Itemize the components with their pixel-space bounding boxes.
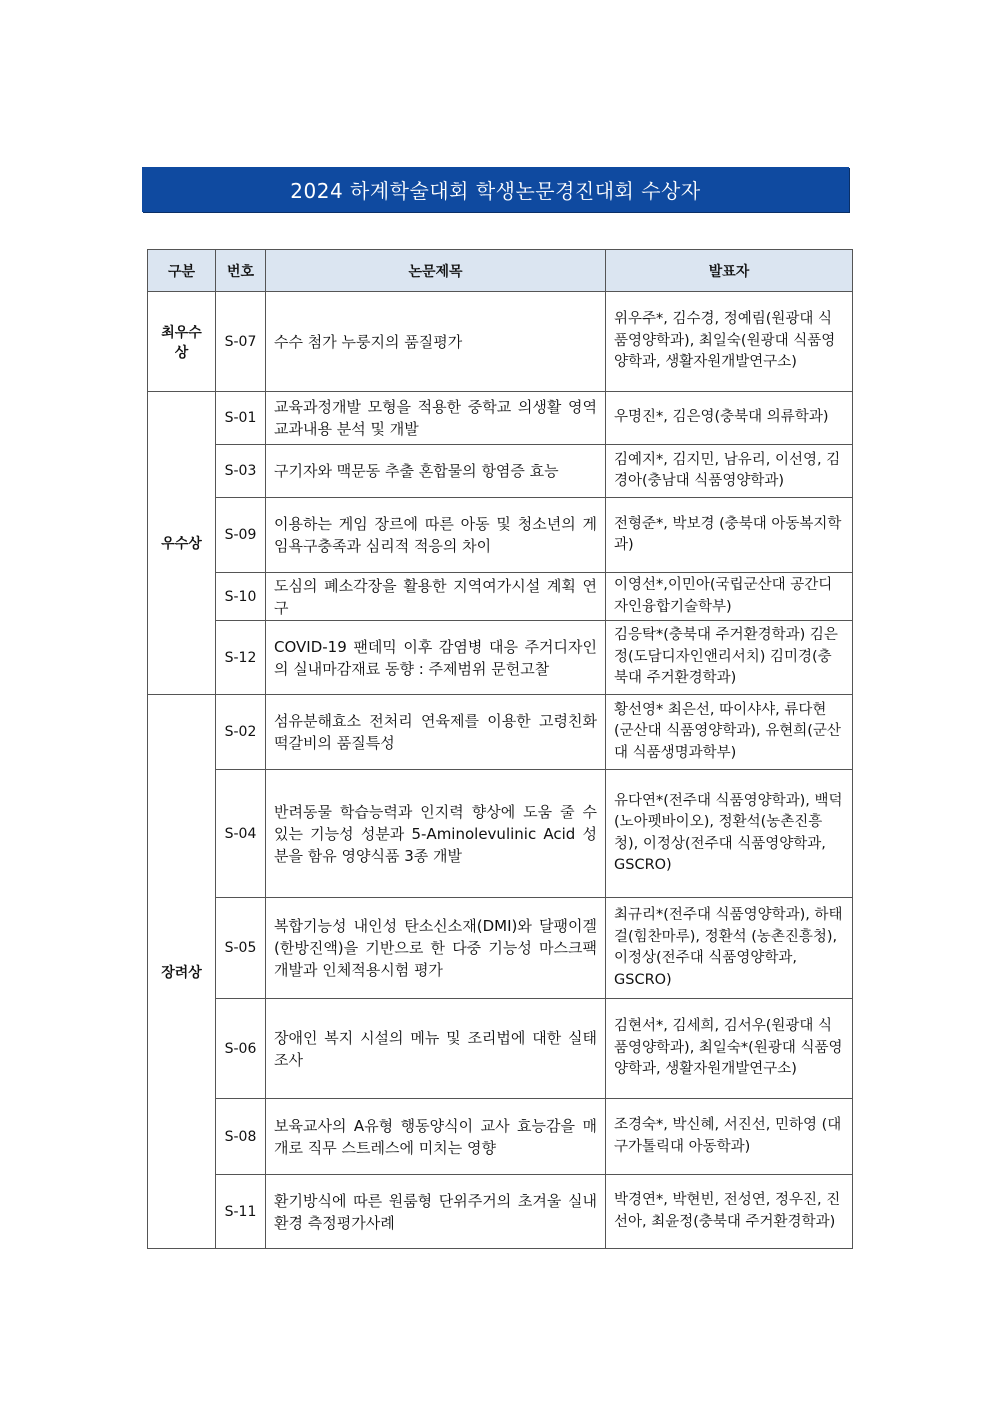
paper-presenter: 유다연*(전주대 식품영양학과), 백덕(노아펫바이오), 정환석(농촌진흥청), 이정상(전주대 식품영양학과, GSCRO) — [606, 770, 853, 898]
table-row — [148, 392, 853, 445]
paper-presenter: 조경숙*, 박신혜, 서진선, 민하영 (대구가톨릭대 아동학과) — [606, 1099, 853, 1175]
table-row — [148, 445, 853, 498]
paper-presenter: 박경연*, 박현빈, 전성연, 정우진, 진선아, 최윤정(충북대 주거환경학과) — [606, 1175, 853, 1249]
table-row — [148, 498, 853, 573]
paper-title: 교육과정개발 모형을 적용한 중학교 의생활 영역 교과내용 분석 및 개발 — [266, 392, 606, 445]
table-row — [148, 621, 853, 695]
paper-number: S-02 — [216, 695, 266, 770]
paper-number: S-12 — [216, 621, 266, 695]
paper-number: S-01 — [216, 392, 266, 445]
paper-title: 반려동물 학습능력과 인지력 향상에 도움 줄 수 있는 기능성 성분과 5-Aminolevulinic Acid 성분을 함유 영양식품 3종 개발 — [266, 770, 606, 898]
paper-title: 구기자와 맥문동 추출 혼합물의 항염증 효능 — [266, 445, 606, 498]
table-row — [148, 999, 853, 1099]
paper-presenter: 이영선*,이민아(국립군산대 공간디자인융합기술학부) — [606, 573, 853, 621]
table-row — [148, 770, 853, 898]
table-row — [148, 898, 853, 999]
paper-title: 환기방식에 따른 원룸형 단위주거의 초겨울 실내환경 측정평가사례 — [266, 1175, 606, 1249]
table-row — [148, 1175, 853, 1249]
paper-title: 보육교사의 A유형 행동양식이 교사 효능감을 매개로 직무 스트레스에 미치는 영향 — [266, 1099, 606, 1175]
paper-title: 섬유분해효소 전처리 연육제를 이용한 고령친화 떡갈비의 품질특성 — [266, 695, 606, 770]
paper-title: 도심의 폐소각장을 활용한 지역여가시설 계획 연구 — [266, 573, 606, 621]
paper-presenter: 김응탁*(충북대 주거환경학과) 김은정(도담디자인앤리서치) 김미경(충북대 주거환경학과) — [606, 621, 853, 695]
table-header-row — [148, 250, 853, 292]
awards-table — [147, 249, 853, 1249]
table-row — [148, 292, 853, 392]
table-row — [148, 573, 853, 621]
paper-title: 복합기능성 내인성 탄소신소재(DMI)와 달팽이겔(한방진액)을 기반으로 한 다중 기능성 마스크팩 개발과 인체적용시험 평가 — [266, 898, 606, 999]
table-row — [148, 695, 853, 770]
page-title: 2024 하계학술대회 학생논문경진대회 수상자 — [290, 179, 701, 203]
paper-number: S-05 — [216, 898, 266, 999]
award-category-excellence: 우수상 — [148, 392, 216, 695]
award-category-grand: 최우수상 — [148, 292, 216, 392]
paper-presenter: 위우주*, 김수경, 정예림(원광대 식품영양학과), 최일숙(원광대 식품영양학과, 생활자원개발연구소) — [606, 292, 853, 392]
paper-number: S-11 — [216, 1175, 266, 1249]
header-number: 번호 — [216, 250, 266, 292]
paper-number: S-07 — [216, 292, 266, 392]
paper-presenter: 최규리*(전주대 식품영양학과), 하태걸(힘찬마루), 정환석 (농촌진흥청), 이정상(전주대 식품영양학과, GSCRO) — [606, 898, 853, 999]
paper-presenter: 황선영* 최은선, 따이샤샤, 류다현(군산대 식품영양학과), 유현희(군산대 식품생명과학부) — [606, 695, 853, 770]
paper-presenter: 전형준*, 박보경 (충북대 아동복지학과) — [606, 498, 853, 573]
paper-title: 장애인 복지 시설의 메뉴 및 조리법에 대한 실태 조사 — [266, 999, 606, 1099]
paper-title: COVID-19 팬데믹 이후 감염병 대응 주거디자인의 실내마감재료 동향 : 주제범위 문헌고찰 — [266, 621, 606, 695]
award-category-encouragement: 장려상 — [148, 695, 216, 1249]
paper-number: S-10 — [216, 573, 266, 621]
paper-presenter: 김예지*, 김지민, 남유리, 이선영, 김경아(충남대 식품영양학과) — [606, 445, 853, 498]
header-presenter: 발표자 — [606, 250, 853, 292]
paper-presenter: 우명진*, 김은영(충북대 의류학과) — [606, 392, 853, 445]
paper-presenter: 김현서*, 김세희, 김서우(원광대 식품영양학과), 최일숙*(원광대 식품영양학과, 생활자원개발연구소) — [606, 999, 853, 1099]
paper-number: S-08 — [216, 1099, 266, 1175]
paper-title: 수수 첨가 누룽지의 품질평가 — [266, 292, 606, 392]
paper-number: S-06 — [216, 999, 266, 1099]
table-row — [148, 1099, 853, 1175]
paper-title: 이용하는 게임 장르에 따른 아동 및 청소년의 게임욕구충족과 심리적 적응의 차이 — [266, 498, 606, 573]
header-title: 논문제목 — [266, 250, 606, 292]
paper-number: S-09 — [216, 498, 266, 573]
header-category: 구분 — [148, 250, 216, 292]
paper-number: S-04 — [216, 770, 266, 898]
page-title-banner — [142, 167, 849, 212]
paper-number: S-03 — [216, 445, 266, 498]
